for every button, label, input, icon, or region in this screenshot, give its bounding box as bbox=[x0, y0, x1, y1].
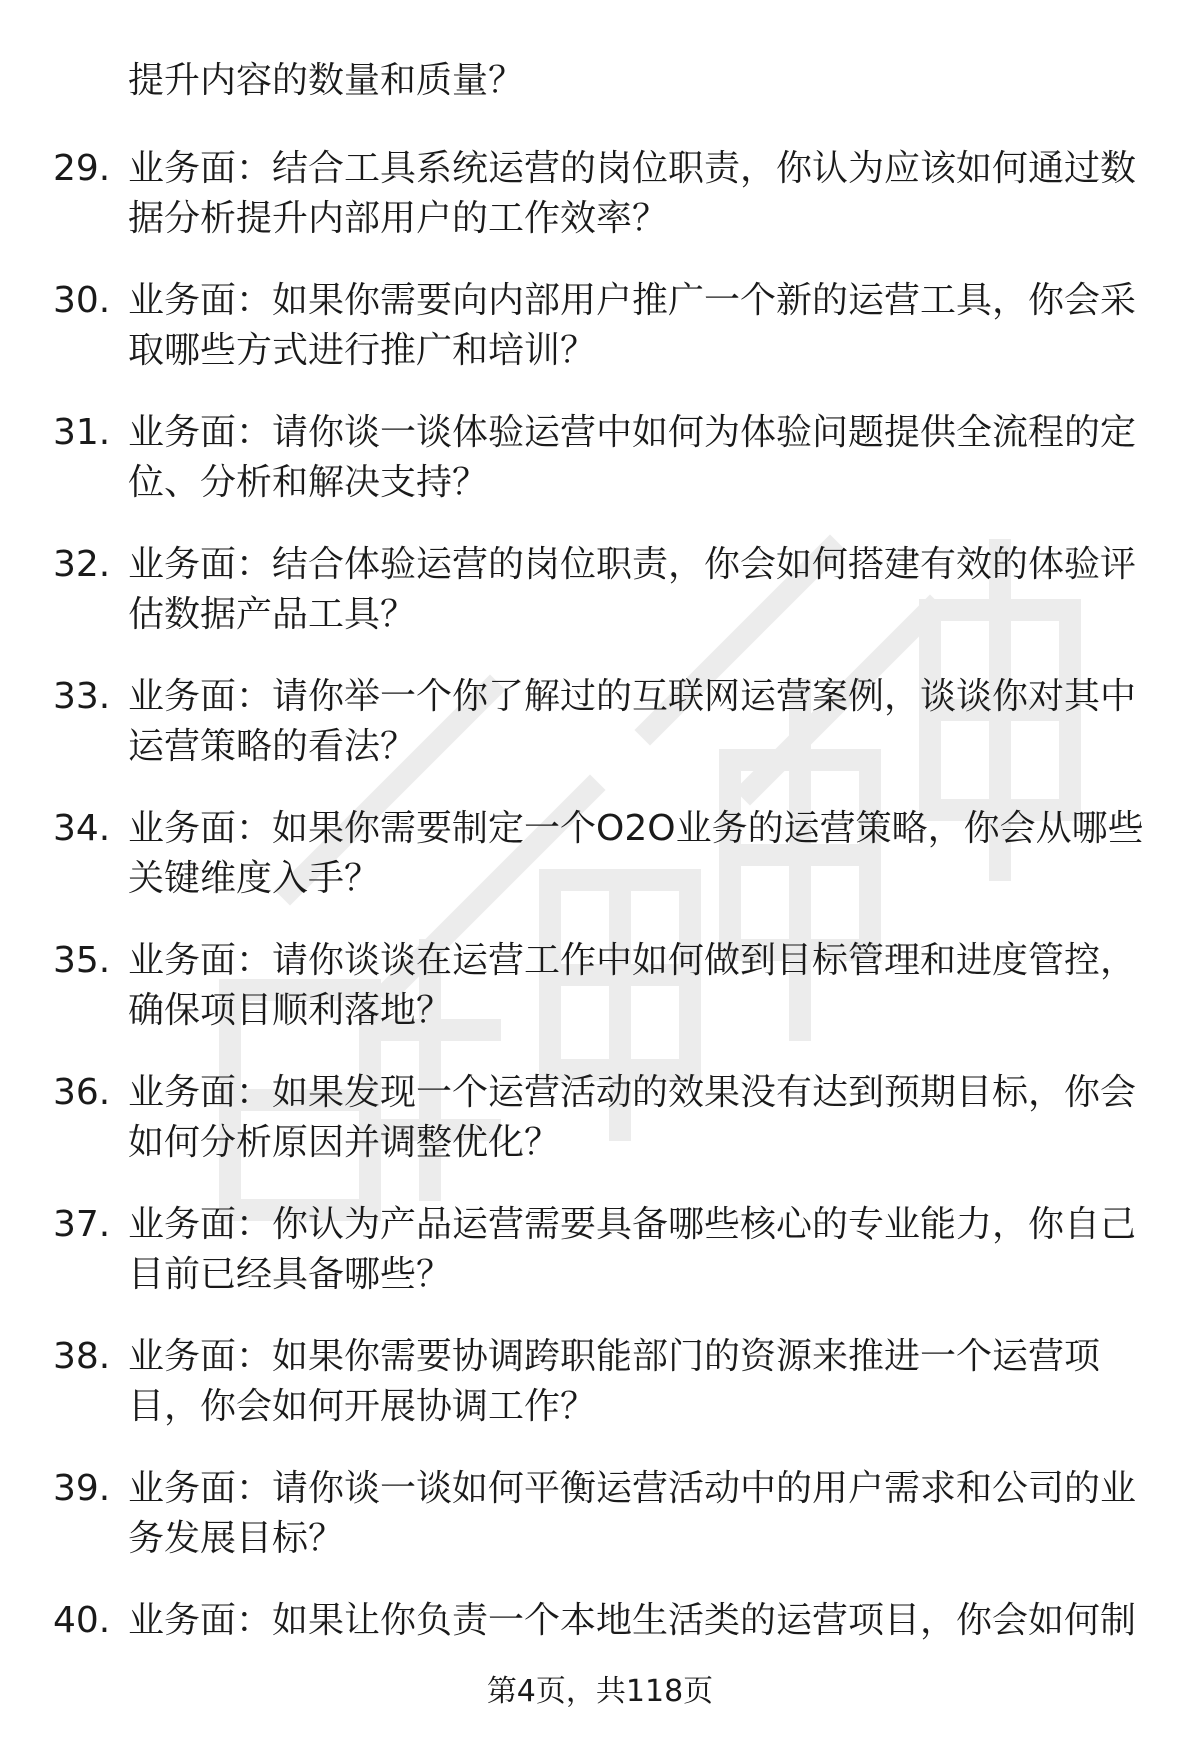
question-text-line-2: 务发展目标？ bbox=[128, 1518, 345, 1559]
question-number: 40. bbox=[53, 1600, 111, 1641]
question-text-line-1: 业务面：结合工具系统运营的岗位职责，你认为应该如何通过数 bbox=[128, 148, 1137, 189]
question-text-line-1: 业务面：如果你需要协调跨职能部门的资源来推进一个运营项 bbox=[128, 1336, 1101, 1377]
question-text-line-2: 位、分析和解决支持？ bbox=[128, 462, 489, 503]
question-number: 30. bbox=[53, 280, 111, 321]
question-text-line-1: 业务面：如果发现一个运营活动的效果没有达到预期目标，你会 bbox=[128, 1072, 1137, 1113]
question-list bbox=[0, 144, 1200, 1728]
question-number: 33. bbox=[53, 676, 111, 717]
question-text-line-2: 确保项目顺利落地？ bbox=[128, 990, 453, 1031]
question-text-line-2: 目前已经具备哪些？ bbox=[128, 1254, 453, 1295]
question-text-line-2: 据分析提升内部用户的工作效率？ bbox=[128, 198, 669, 239]
question-item bbox=[0, 540, 1200, 672]
question-text-line-1: 业务面：你认为产品运营需要具备哪些核心的专业能力，你自己 bbox=[128, 1204, 1137, 1245]
question-text-line-2: 关键维度入手？ bbox=[128, 858, 381, 899]
question-item bbox=[0, 276, 1200, 408]
question-item bbox=[0, 1200, 1200, 1332]
question-text-line-1: 业务面：结合体验运营的岗位职责，你会如何搭建有效的体验评 bbox=[128, 544, 1137, 585]
question-text-line-1: 业务面：如果你需要制定一个O2O业务的运营策略，你会从哪些 bbox=[128, 808, 1144, 849]
question-item bbox=[0, 804, 1200, 936]
question-text-line-1: 业务面：请你谈一谈体验运营中如何为体验问题提供全流程的定 bbox=[128, 412, 1137, 453]
question-text-line-2: 如何分析原因并调整优化？ bbox=[128, 1122, 561, 1163]
question-item bbox=[0, 144, 1200, 276]
question-number: 36. bbox=[53, 1072, 111, 1113]
question-item bbox=[0, 672, 1200, 804]
question-item bbox=[0, 408, 1200, 540]
continuation-text: 提升内容的数量和质量？ bbox=[128, 60, 525, 101]
question-number: 38. bbox=[53, 1336, 111, 1377]
question-text-line-2: 取哪些方式进行推广和培训？ bbox=[128, 330, 597, 371]
question-number: 34. bbox=[53, 808, 111, 849]
question-number: 32. bbox=[53, 544, 111, 585]
question-item bbox=[0, 1464, 1200, 1596]
question-text-line-1: 业务面：请你谈一谈如何平衡运营活动中的用户需求和公司的业 bbox=[128, 1468, 1137, 1509]
question-text-line-1: 业务面：请你举一个你了解过的互联网运营案例，谈谈你对其中 bbox=[128, 676, 1137, 717]
question-text-line-2: 目，你会如何开展协调工作？ bbox=[128, 1386, 597, 1427]
question-number: 31. bbox=[53, 412, 111, 453]
question-item bbox=[0, 936, 1200, 1068]
question-number: 35. bbox=[53, 940, 111, 981]
question-number: 39. bbox=[53, 1468, 111, 1509]
page-indicator: 第4页，共118页 bbox=[486, 1674, 714, 1709]
question-text-line-2: 估数据产品工具？ bbox=[128, 594, 417, 635]
question-number: 29. bbox=[53, 148, 111, 189]
question-text-line-1: 业务面：请你谈谈在运营工作中如何做到目标管理和进度管控， bbox=[128, 940, 1137, 981]
question-text-line-2: 运营策略的看法？ bbox=[128, 726, 417, 767]
question-item bbox=[0, 1332, 1200, 1464]
question-text-line-1: 业务面：如果你需要向内部用户推广一个新的运营工具，你会采 bbox=[128, 280, 1137, 321]
question-text-line-1: 业务面：如果让你负责一个本地生活类的运营项目，你会如何制 bbox=[128, 1600, 1137, 1641]
question-item bbox=[0, 1068, 1200, 1200]
question-number: 37. bbox=[53, 1204, 111, 1245]
